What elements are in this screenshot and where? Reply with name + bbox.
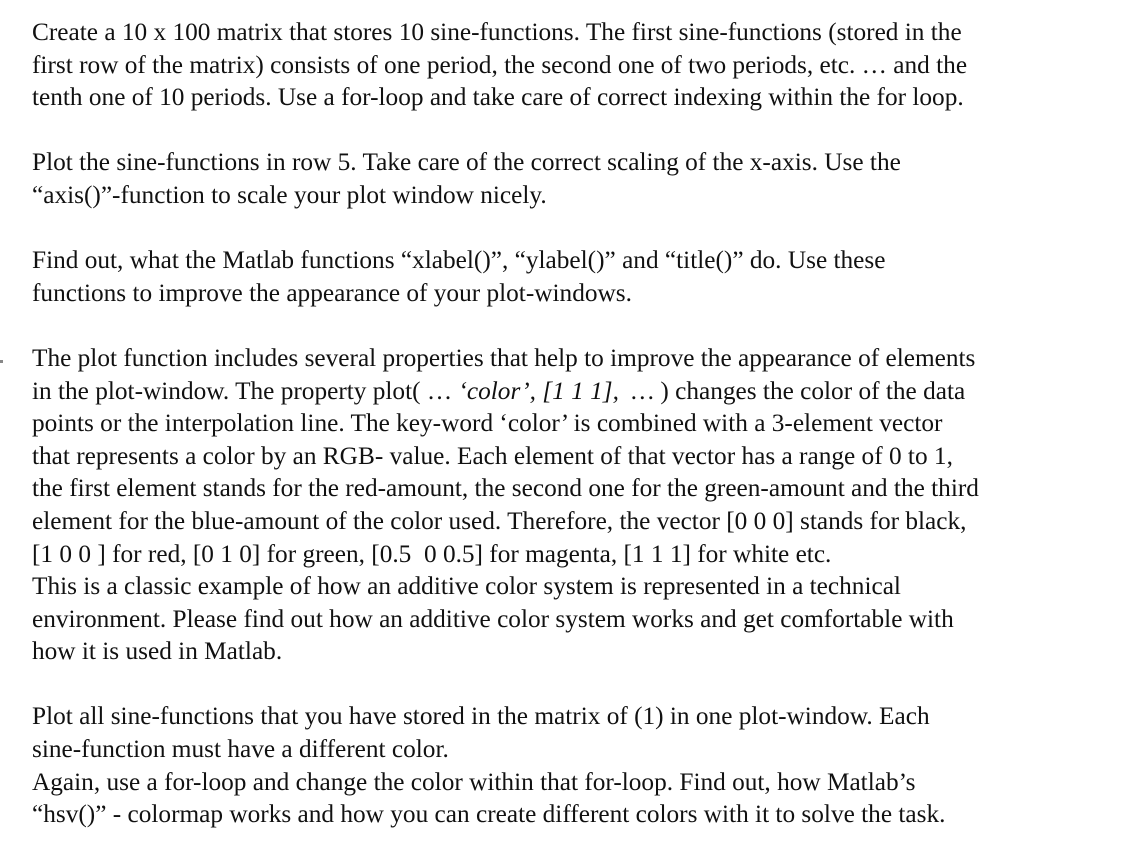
margin-mark [0,360,3,363]
text-line: first row of the matrix) consists of one period, the second one of two periods, etc. … and the [32,50,968,79]
text-line: Create a 10 x 100 matrix that stores 10 sine-functions. The first sine-functions (stored in the [32,18,962,46]
paragraph-1 [32,16,1112,114]
text-line: the first element stands for the red-amount, the second one for the green-amount and the third [32,474,979,503]
text-line: that represents a color by an RGB- value. Each element of that vector has a range of 0 to 1, [32,441,953,470]
text-line: Plot all sine-functions that you have stored in the matrix of (1) in one plot-window. Each [32,702,930,731]
text-line: [1 0 0 ] for red, [0 1 0] for green, [0.5 0 0.5] for magenta, [1 1 1] for white etc. [32,539,832,568]
text-line: This is a classic example of how an additive color system is represented in a technical [32,572,901,601]
text-line: functions to improve the appearance of your plot-windows. [32,278,632,307]
text-line: Find out, what the Matlab functions “xlabel()”, “ylabel()” and “title()” do. Use these [32,246,886,275]
text-line: The plot function includes several properties that help to improve the appearance of elements [32,343,976,372]
text-line: tenth one of 10 periods. Use a for-loop and take care of correct indexing within the for loop. [32,83,964,112]
paragraph-4 [32,342,1112,668]
text-line: “hsv()” - colormap works and how you can create different colors with it to solve the task. [32,800,946,829]
text-line: Again, use a for-loop and change the color within that for-loop. Find out, how Matlab’s [32,767,916,796]
text-line: Plot the sine-functions in row 5. Take care of the correct scaling of the x-axis. Use the [32,148,901,177]
text-line: points or the interpolation line. The key-word ‘color’ is combined with a 3-element vector [32,409,943,438]
italic-code-segment: ‘color’, [1 1 1], … [458,376,661,405]
text-segment: ) changes the color of the data [660,376,966,405]
text-line: environment. Please find out how an additive color system works and get comfortable with [32,604,954,633]
paragraph-2 [32,146,1112,211]
text-line-mixed [32,375,1112,408]
document-body [32,16,1112,831]
text-line: how it is used in Matlab. [32,637,283,666]
paragraph-3 [32,244,1112,309]
paragraph-5 [32,700,1112,830]
text-line: element for the blue-amount of the color used. Therefore, the vector [0 0 0] stands for black, [32,506,967,535]
text-line: sine-function must have a different color. [32,735,449,764]
text-line: “axis()”-function to scale your plot window nicely. [32,180,547,209]
text-segment: in the plot-window. The property plot( … [32,376,459,405]
